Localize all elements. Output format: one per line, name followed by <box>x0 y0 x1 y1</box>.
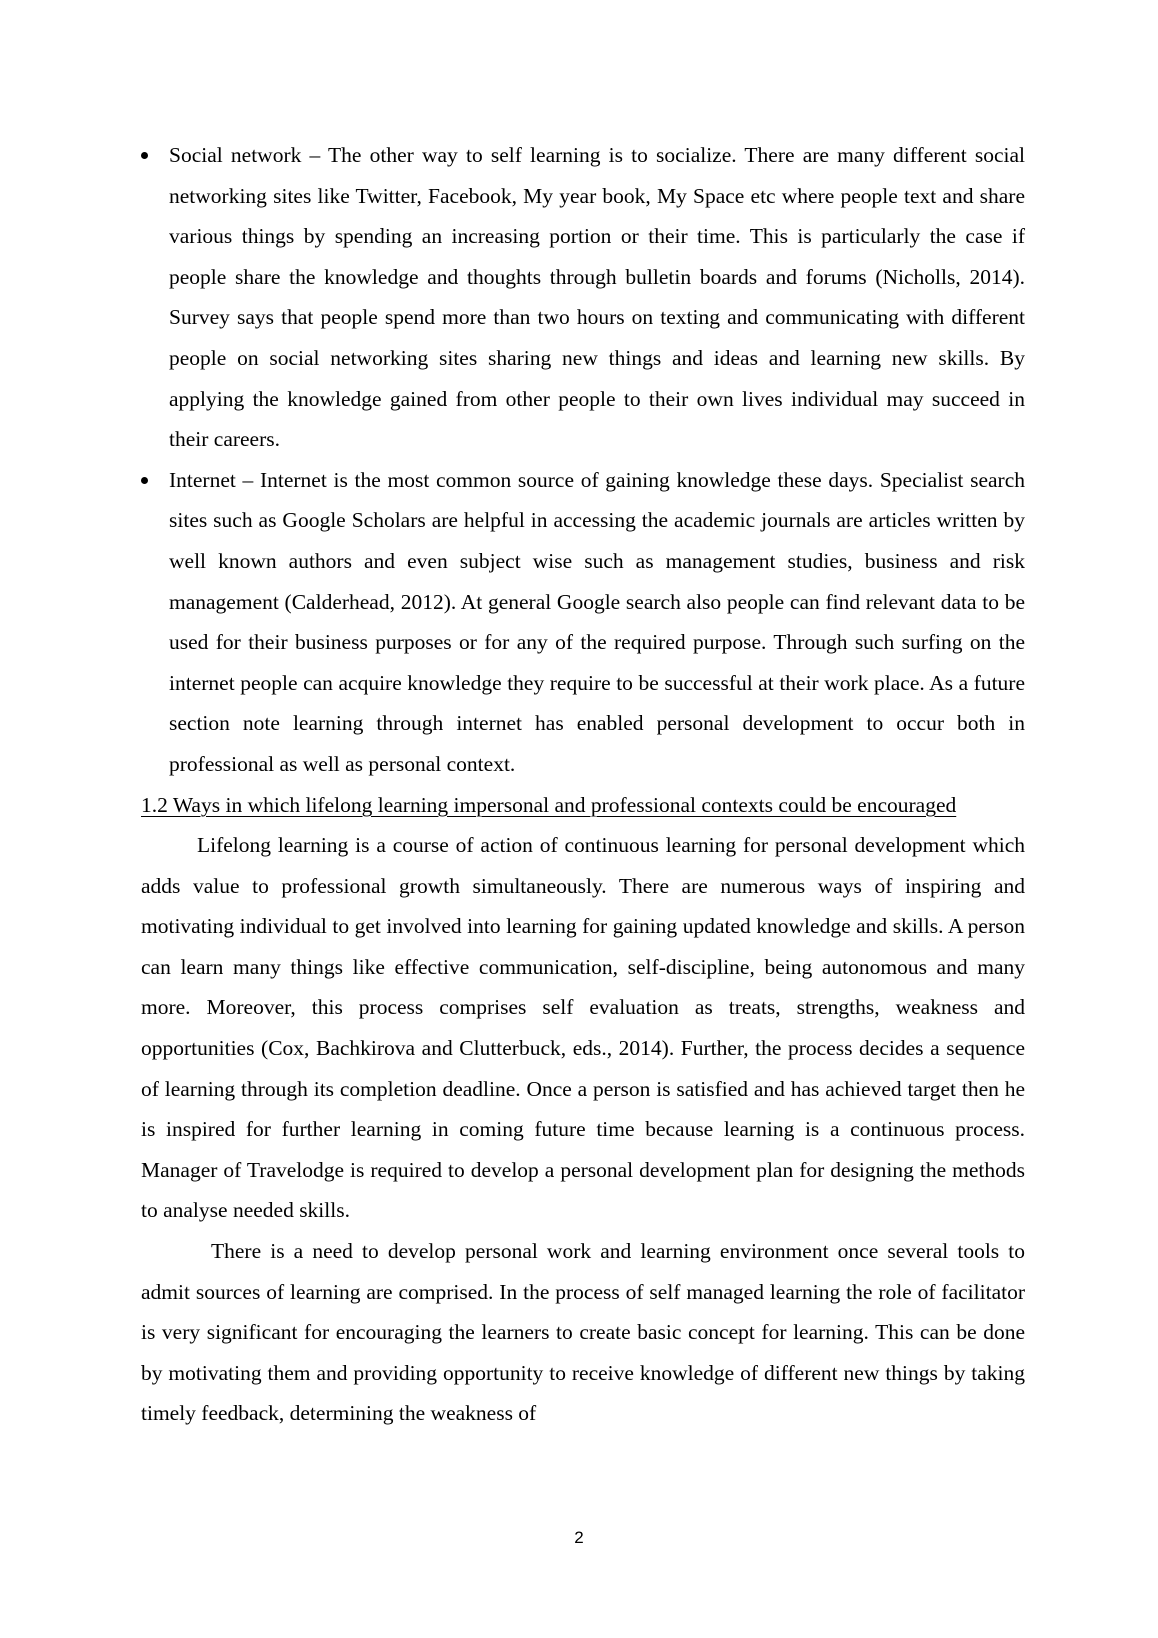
document-page <box>141 135 1025 1434</box>
bullet-text: Social network – The other way to self learning is to socialize. There are many different social networking sites like Twitter, Facebook, My year book, My Space etc where people text and share various things by spending an increasing portion or their time. This is particularly the case if people share the knowledge and thoughts through bulletin boards and forums (Nicholls, 2014). Survey says that people spend more than two hours on texting and communicating with different people on social networking sites sharing new things and ideas and learning new skills. By applying the knowledge gained from other people to their own lives individual may succeed in their careers. <box>169 143 1025 452</box>
page-number: 2 <box>574 1528 584 1547</box>
section-heading: 1.2 Ways in which lifelong learning impersonal and professional contexts could be encouraged <box>141 792 957 817</box>
bullet-list <box>141 135 1025 785</box>
bullet-dot-icon <box>141 477 148 484</box>
body-paragraph: There is a need to develop personal work and learning environment once several tools to admit sources of learning are comprised. In the process of self managed learning the role of facilitator is very significant for encouraging the learners to create basic concept for learning. This can be done by motivating them and providing opportunity to receive knowledge of different new things by taking timely feedback, determining the weakness of <box>141 1239 1025 1426</box>
bullet-dot-icon <box>141 152 148 159</box>
bullet-item-internet <box>141 460 1025 785</box>
body-paragraph: Lifelong learning is a course of action of continuous learning for personal development which adds value to professional growth simultaneously. There are numerous ways of inspiring and motivating individual to get involved into learning for gaining updated knowledge and skills. A person can learn many things like effective communication, self-discipline, being autonomous and many more. Moreover, this process comprises self evaluation as treats, strengths, weakness and opportunities (Cox, Bachkirova and Clutterbuck, eds., 2014). Further, the process decides a sequence of learning through its completion deadline. Once a person is satisfied and has achieved target then he is inspired for further learning in coming future time because learning is a continuous process. Manager of Travelodge is required to develop a personal development plan for designing the methods to analyse needed skills. <box>141 833 1025 1223</box>
bullet-text: Internet – Internet is the most common source of gaining knowledge these days. Specialist search sites such as Google Scholars are helpful in accessing the academic journals are articles written by well known authors and even subject wise such as management studies, business and risk management (Calderhead, 2012). At general Google search also people can find relevant data to be used for their business purposes or for any of the required purpose. Through such surfing on the internet people can acquire knowledge they require to be successful at their work place. As a future section note learning through internet has enabled personal development to occur both in professional as well as personal context. <box>169 467 1025 776</box>
bullet-item-social-network <box>141 135 1025 460</box>
